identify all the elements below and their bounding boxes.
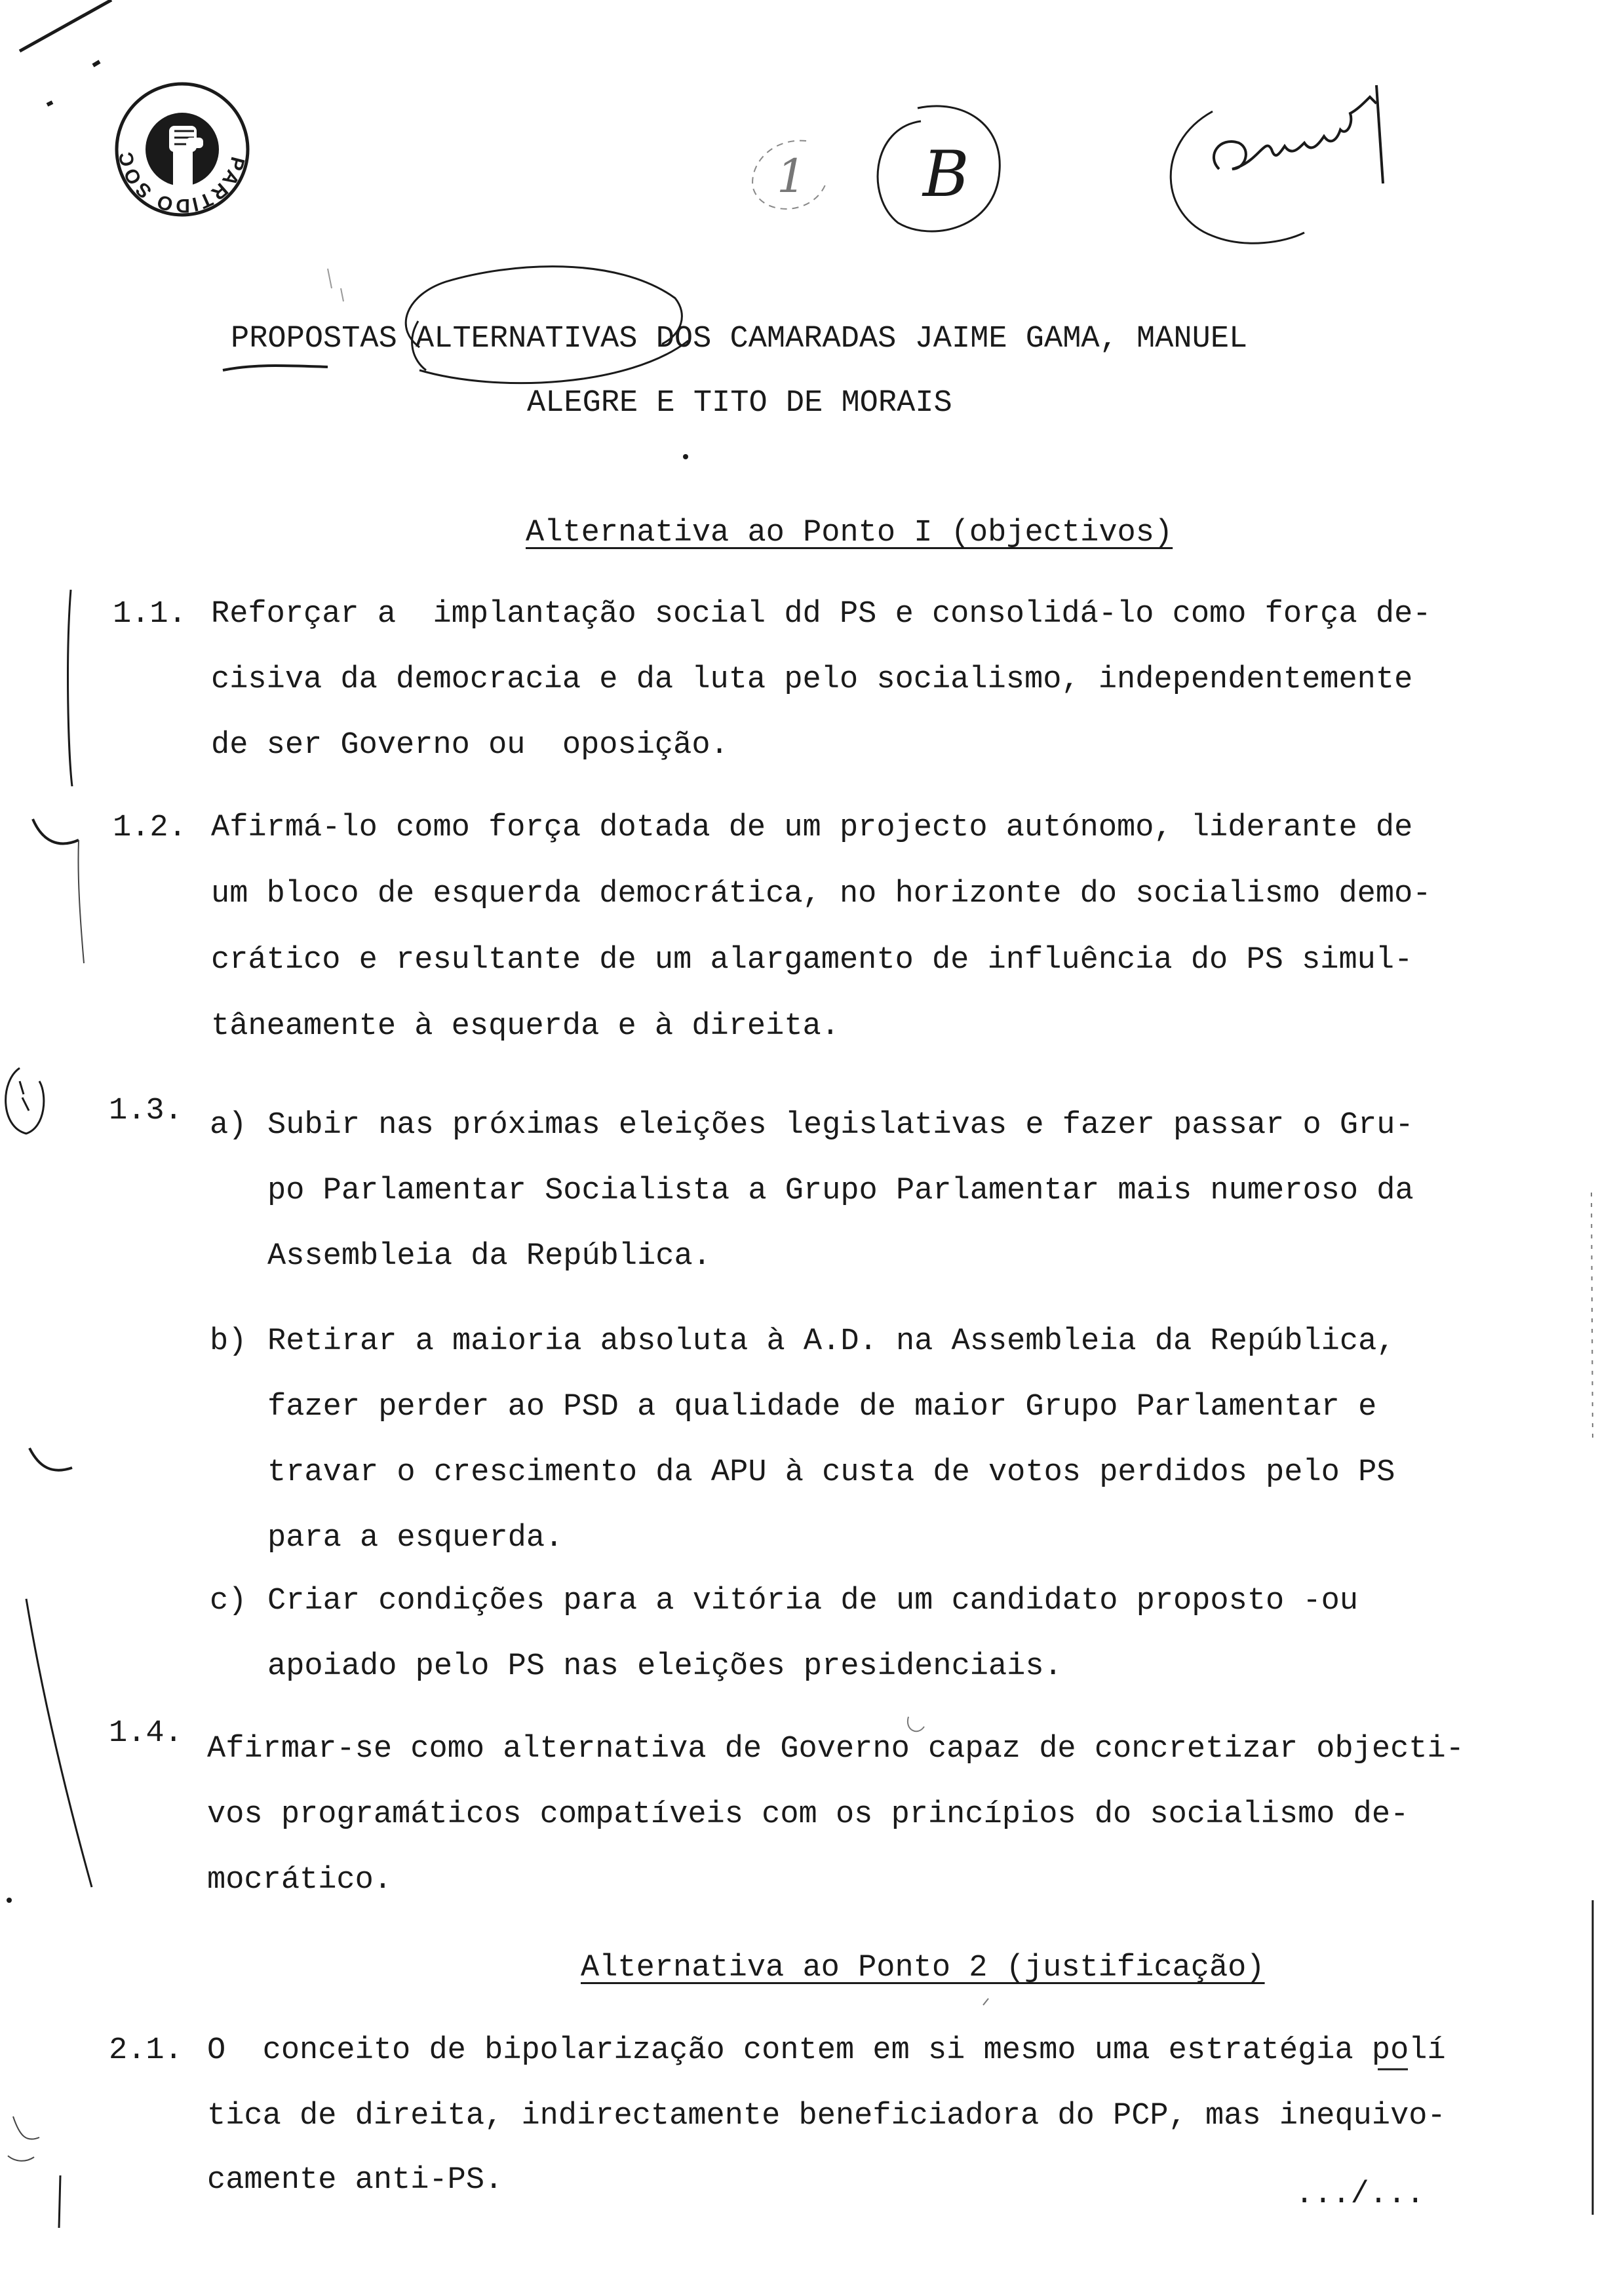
subitem-c-line: apoiado pelo PS nas eleições presidenciais. [267,1649,1062,1684]
item-2-1-line: O conceito de bipolarização contem em si mesmo uma estratégia polí [207,2033,1446,2068]
item-1-1-line: Reforçar a implantação social dd PS e consolidá-lo como força de- [211,597,1431,632]
item-1-4-line: vos programáticos compatíveis com os princípios do socialismo de- [207,1797,1409,1832]
item-2-1-line: camente anti-PS. [207,2163,503,2198]
subitem-b-line: Retirar a maioria absoluta à A.D. na Assembleia da República, [267,1324,1395,1359]
subitem-b-line: travar o crescimento da APU à custa de votos perdidos pelo PS [267,1455,1395,1490]
item-1-1-line: cisiva da democracia e da luta pelo socialismo, independentemente [211,662,1413,697]
item-number-1-4: 1.4. [109,1716,183,1751]
item-1-2-line: crático e resultante de um alargamento de influência do PS simul- [211,943,1413,978]
item-number-1-3: 1.3. [109,1094,183,1128]
subitem-c-line: Criar condições para a vitória de um candidato proposto -ou [267,1584,1359,1618]
subitem-a-line: po Parlamentar Socialista a Grupo Parlamentar mais numeroso da [267,1174,1414,1208]
item-1-4-line: Afirmar-se como alternativa de Governo capaz de concretizar objecti- [207,1732,1464,1767]
item-1-2-line: Afirmá-lo como força dotada de um projecto autónomo, liderante de [211,811,1413,845]
item-1-4-line: mocrático. [207,1863,393,1898]
item-1-2-line: um bloco de esquerda democrática, no horizonte do socialismo demo- [211,877,1431,911]
subitem-a-line: Subir nas próximas eleições legislativas e fazer passar o Gru- [267,1108,1414,1143]
document-title-line-2: ALEGRE E TITO DE MORAIS [527,386,952,421]
page-continuation-marker: .../... [1295,2177,1425,2212]
section-1-heading: Alternativa ao Ponto I (objectivos) [526,516,1173,550]
document-title-line-1: PROPOSTAS ALTERNATIVAS DOS CAMARADAS JAIME GAMA, MANUEL [231,322,1248,356]
handwritten-signature [1199,84,1396,189]
subitem-b-line: para a esquerda. [267,1521,564,1556]
item-2-1-line: tica de direita, indirectamente beneficiadora do PCP, mas inequivo- [207,2099,1446,2133]
item-number-1-1: 1.1. [113,597,187,632]
subitem-b-line: fazer perder ao PSD a qualidade de maior Grupo Parlamentar e [267,1390,1377,1425]
subitem-label-a: a) [210,1108,247,1143]
circled-number-1: 1 [777,149,806,203]
circled-letter-b: B [923,138,969,211]
section-2-heading: Alternativa ao Ponto 2 (justificação) [581,1951,1265,1985]
item-1-1-line: de ser Governo ou oposição. [211,728,729,763]
signature-scribble [1199,84,1396,189]
subitem-a-line: Assembleia da República. [267,1239,711,1274]
item-number-2-1: 2.1. [109,2033,183,2068]
logo-ring-text: PARTIDO SOC [115,149,249,217]
subitem-label-c: c) [210,1584,247,1618]
item-number-1-2: 1.2. [113,811,187,845]
item-1-2-line: tâneamente à esquerda e à direita. [211,1009,840,1044]
subitem-label-b: b) [210,1324,247,1359]
